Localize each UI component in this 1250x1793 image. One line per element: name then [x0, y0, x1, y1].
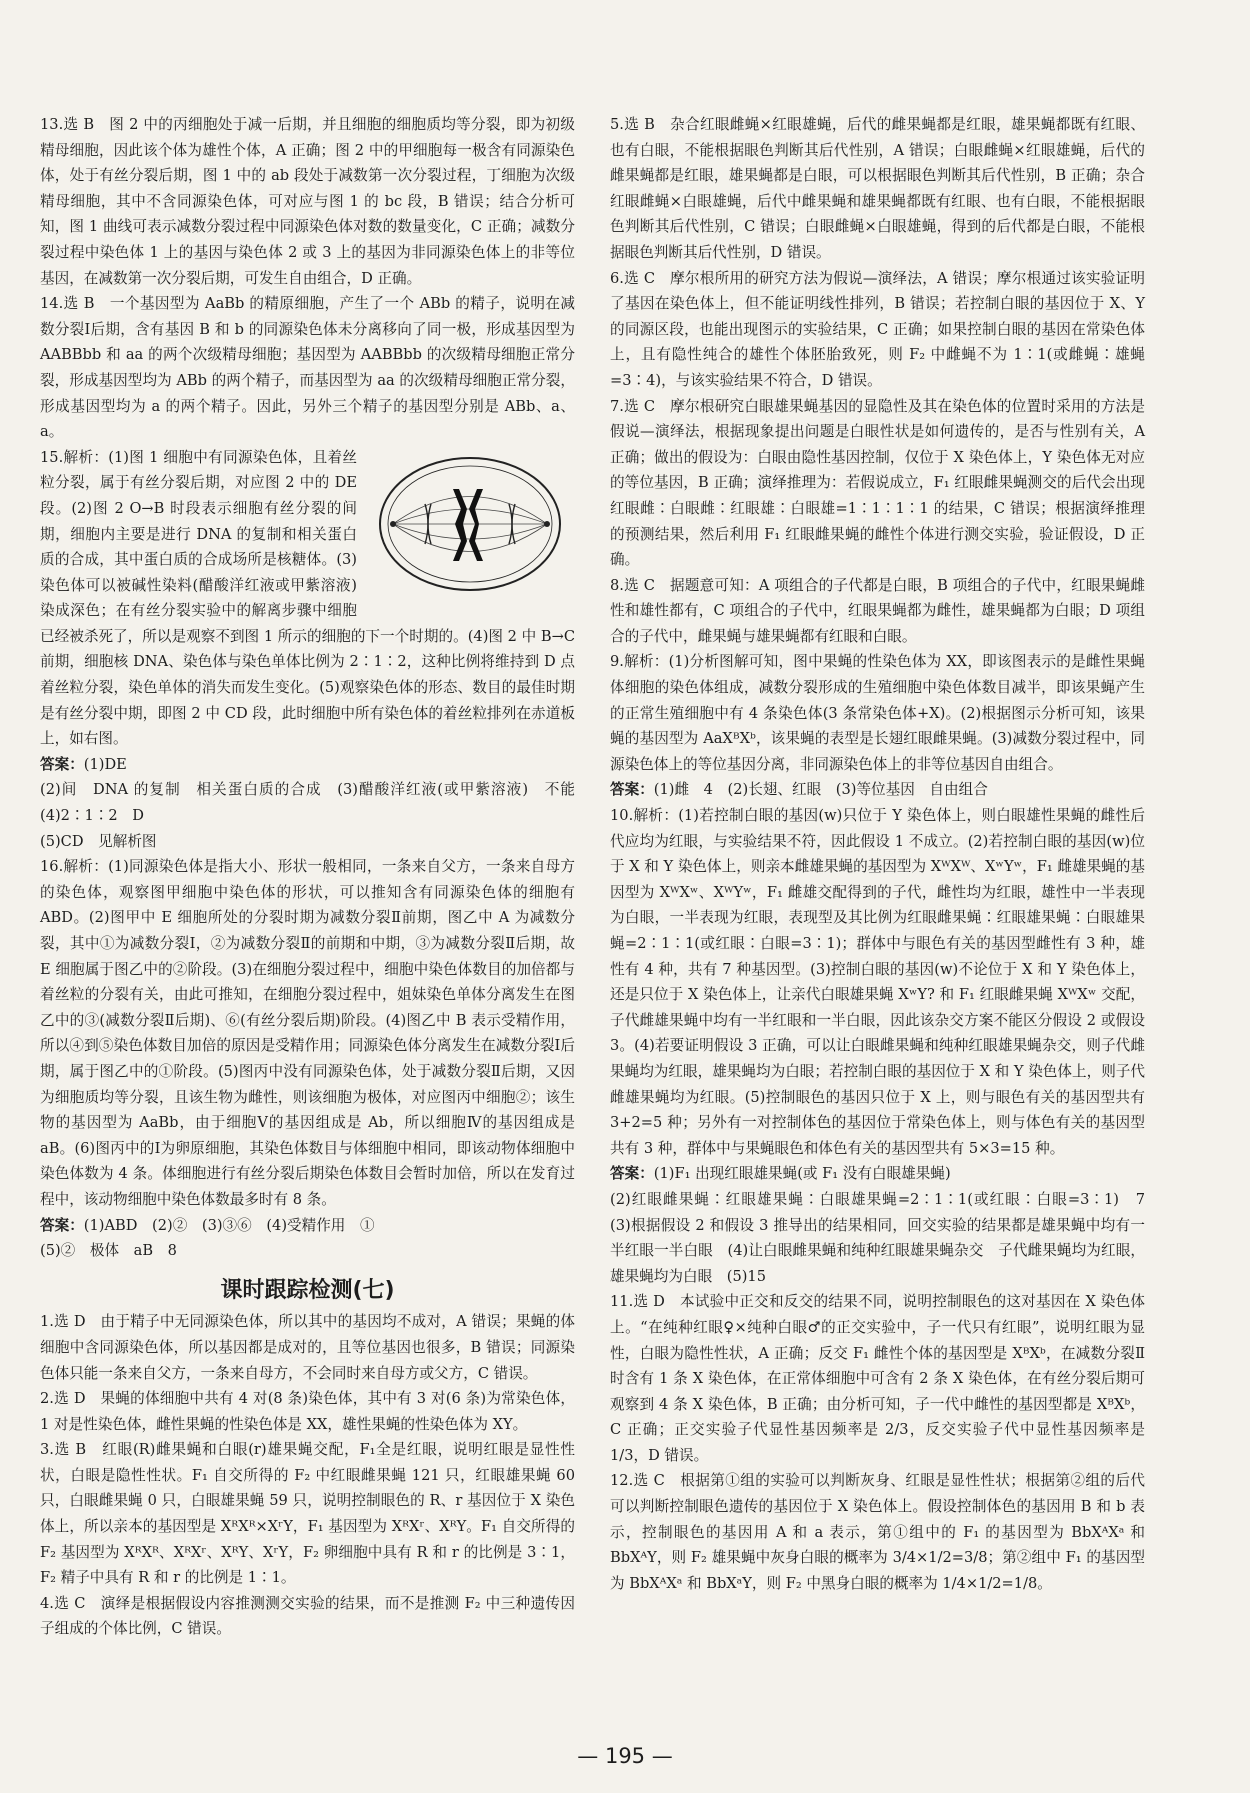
answer-q15-key-2: (2)间 DNA 的复制 相关蛋白质的合成 (3)醋酸洋红液(或甲紫溶液) 不能 (4)2∶1∶2 D	[40, 781, 590, 825]
answer-s10-key-2: (2)红眼雌果蝇∶红眼雄果蝇∶白眼雄果蝇=2∶1∶1(或红眼∶白眼=3∶1) 7 (3)根据假设 2 和假设 3 推导出的结果相同，回交实验的结果都是雄果蝇中均有一半红眼一半白眼 (4)让白眼雌果蝇和纯种红眼雄果蝇杂交 子代雌果蝇均为红眼，雄果蝇均为白眼 (5)15	[610, 1190, 1160, 1285]
answer-s11: 11.选 D 本试验中正交和反交的结果不同，说明控制眼色的这对基因在 X 染色体上。“在纯种红眼♀×纯种白眼♂的正交实验中，子一代只有红眼”，说明红眼为显性，白眼为隐性性状，A 正确；反交 F₁ 雌性个体的基因型是 XᴮXᵇ，在减数分裂Ⅱ时含有 1 条 X 染色体，在正常体细胞中可含有 2 条 X 染色体，在有丝分裂后期可观察到 4 条 X 染色体，B 正确；由分析可知，子一代中雌性的基因型都是 XᴮXᵇ，C 正确；正交实验子代显性基因频率是 2/3，反交实验子代中显性基因频率是 1/3，D 错误。	[610, 1293, 1145, 1464]
answer-s7: 7.选 C 摩尔根研究白眼雄果蝇基因的显隐性及其在染色体的位置时采用的方法是假说—演绎法，根据现象提出问题是白眼性状是如何遗传的，是否与性别有关，A 正确；做出的假设为：白眼由隐性基因控制，仅位于 X 染色体上，Y 染色体无对应的等位基因，B 正确；演绎推理为：若假说成立，F₁ 红眼雌果蝇测交的后代会出现红眼雌∶白眼雌∶红眼雄∶白眼雄=1∶1∶1∶1 的结果，C 错误；根据演绎推理的预测结果，然后利用 F₁ 红眼雌果蝇的雌性个体进行测交实验，验证假设，D 正确。	[610, 397, 1145, 569]
answer-q16-key-1: (1)ABD (2)② (3)③⑥ (4)受精作用 ①	[83, 1216, 375, 1234]
answer-s9-key	[610, 777, 1145, 803]
answer-q15-key	[40, 752, 575, 778]
right-column	[610, 112, 1160, 1596]
section-title: 课时跟踪检测(七)	[220, 1277, 395, 1303]
answer-s10-key-1: (1)F₁ 出现红眼雄果蝇(或 F₁ 没有白眼雄果蝇)	[653, 1165, 951, 1183]
answer-s9-analysis: 9.解析：(1)分析图解可知，图中果蝇的性染色体为 XX，即该图表示的是雌性果蝇体细胞的染色体组成，减数分裂形成的生殖细胞中染色体数目减半，即该果蝇产生的正常生殖细胞中有 4 条染色体(3 条常染色体+X)。(2)根据图示分析可知，该果蝇的基因型为 AaXᴮXᵇ，该果蝇的表型是长翅红眼雌果蝇。(3)减数分裂过程中，同源染色体上的等位基因分离，非同源染色体上的非等位基因自由组合。	[610, 653, 1145, 773]
answer-s10-key	[610, 1161, 1145, 1187]
answer-s4: 4.选 C 演绎是根据假设内容推测测交实验的结果，而不是推测 F₂ 中三种遗传因子组成的个体比例，C 错误。	[40, 1594, 575, 1638]
left-column	[40, 112, 590, 1642]
answer-s8: 8.选 C 据题意可知：A 项组合的子代都是白眼，B 项组合的子代中，红眼果蝇雌性和雄性都有，C 项组合的子代中，红眼果蝇都为雌性，雄果蝇都为白眼；D 项组合的子代中，雌果蝇与雄果蝇都有红眼和白眼。	[610, 576, 1145, 645]
answer-q15-key-3: (5)CD 见解析图	[40, 832, 157, 850]
answer-label: 答案：	[610, 781, 654, 799]
answer-s5: 5.选 B 杂合红眼雌蝇×红眼雄蝇，后代的雌果蝇都是红眼，雄果蝇都既有红眼、也有白眼，不能根据眼色判断其后代性别，A 错误；白眼雌蝇×红眼雄蝇，后代的雌果蝇都是红眼，雄果蝇都是白眼，可以根据眼色判断其后代性别，B 正确；杂合红眼雌蝇×白眼雄蝇，后代中雌果蝇和雄果蝇都既有红眼、也有白眼，不能根据眼色判断其后代性别，C 错误；白眼雌蝇×白眼雄蝇，得到的后代都是白眼，不能根据眼色判断其后代性别，D 错误。	[610, 116, 1145, 261]
answer-q13: 13.选 B 图 2 中的丙细胞处于减一后期，并且细胞的细胞质均等分裂，即为初级精母细胞，因此该个体为雄性个体，A 正确；图 2 中的甲细胞每一极含有同源染色体，处于有丝分裂后期，图 1 中的 ab 段处于减数第一次分裂过程，丁细胞为次级精母细胞，其中不含同源染色体，可对应与图 1 的 bc 段，B 错误；结合分析可知，图 1 曲线可表示减数分裂过程中同源染色体对数的数量变化，C 正确；减数分裂过程中染色体 1 上的基因与染色体 2 或 3 上的基因为非同源染色体上的非等位基因，在减数第一次分裂后期，可发生自由组合，D 正确。	[40, 116, 575, 287]
answer-label: 答案：	[610, 1165, 654, 1183]
answer-s9-key-text: (1)雌 4 (2)长翅、红眼 (3)等位基因 自由组合	[653, 781, 988, 799]
answer-q16-analysis: 16.解析：(1)同源染色体是指大小、形状一般相同，一条来自父方，一条来自母方的染色体，观察图甲细胞中染色体的形状，可以推知含有同源染色体的细胞有 ABD。(2)图甲中 E 细胞所处的分裂时期为减数分裂Ⅱ前期，图乙中 A 为减数分裂，其中①为减数分裂Ⅰ，②为减数分裂Ⅱ的前期和中期，③为减数分裂Ⅱ后期，故 E 细胞属于图乙中的②阶段。(3)在细胞分裂过程中，细胞中染色体数目的加倍都与着丝粒的分裂有关，由此可推知，在细胞分裂过程中，姐妹染色单体分离发生在图乙中的③(减数分裂Ⅱ后期)、⑥(有丝分裂后期)阶段。(4)图乙中 B 表示受精作用，所以④到⑤染色体数目加倍的原因是受精作用；同源染色体分离发生在减数分裂Ⅰ后期，属于图乙中的①阶段。(5)图丙中没有同源染色体，处于减数分裂Ⅱ后期，又因为细胞质均等分裂，且该生物为雌性，则该细胞为极体，对应图丙中细胞②；该生物的基因型为 AaBb，由于细胞Ⅴ的基因组成是 Ab，所以细胞Ⅳ的基因组成是 aB。(6)图丙中的Ⅰ为卵原细胞，其染色体数目与体细胞中相同，即该动物体细胞中染色体数为 4 条。体细胞进行有丝分裂后期染色体数目会暂时加倍，所以在发育过程中，该动物细胞中染色体数最多时有 8 条。	[40, 858, 575, 1208]
page-number: — 195 —	[577, 1744, 673, 1768]
answer-q16-key-2: (5)② 极体 aB 8	[40, 1242, 177, 1260]
answer-label: 答案：	[40, 1216, 84, 1234]
cell-division-diagram-icon	[365, 449, 575, 599]
answer-s10-analysis: 10.解析：(1)若控制白眼的基因(w)只位于 Y 染色体上，则白眼雄性果蝇的雌性后代应均为红眼，与实验结果不符，因此假设 1 不成立。(2)若控制白眼的基因(w)位于 X 和 Y 染色体上，则亲本雌雄果蝇的基因型为 XᵂXᵂ、XʷYʷ，F₁ 雌雄果蝇的基因型为 XᵂXʷ、XᵂYʷ，F₁ 雌雄交配得到的子代，雌性均为红眼，雄性中一半表现为白眼，一半表现为红眼，表现型及其比例为红眼雌果蝇∶红眼雄果蝇∶白眼雄果蝇=2∶1∶1(或红眼∶白眼=3∶1)；群体中与眼色有关的基因型雌性有 3 种，雄性有 4 种，共有 7 种基因型。(3)控制白眼的基因(w)不论位于 X 和 Y 染色体上，还是只位于 X 染色体上，让亲代白眼雄果蝇 XʷY? 和 F₁ 红眼雌果蝇 XᵂXʷ 交配，子代雌雄果蝇中均有一半红眼和一半白眼，因此该杂交方案不能区分假设 2 或假设 3。(4)若要证明假设 3 正确，可以让白眼雌果蝇和纯种红眼雄果蝇杂交，则子代雌果蝇均为红眼，雄果蝇均为白眼；若控制白眼的基因位于 X 和 Y 染色体上，则子代雌雄果蝇均为红眼。(5)控制眼色的基因只位于 X 上，则与眼色有关的基因型共有 3+2=5 种；另外有一对控制体色的基因位于常染色体上，则与体色有关的基因型共有 3 种，群体中与果蝇眼色和体色有关的基因型共有 5×3=15 种。	[610, 807, 1145, 1157]
answer-s2: 2.选 D 果蝇的体细胞中共有 4 对(8 条)染色体，其中有 3 对(6 条)为常染色体，1 对是性染色体，雌性果蝇的性染色体是 XX，雄性果蝇的性染色体为 XY。	[40, 1390, 575, 1433]
answer-s3: 3.选 B 红眼(R)雌果蝇和白眼(r)雄果蝇交配，F₁全是红眼，说明红眼是显性性状，白眼是隐性性状。F₁ 自交所得的 F₂ 中红眼雌果蝇 121 只，红眼雄果蝇 60 只，白眼雌果蝇 0 只，白眼雄果蝇 59 只，说明控制眼色的 R、r 基因位于 X 染色体上，所以亲本的基因型是 XᴿXᴿ×XʳY，F₁ 基因型为 XᴿXʳ、XᴿY。F₁ 自交所得的 F₂ 基因型为 XᴿXᴿ、XᴿXʳ、XᴿY、XʳY，F₂ 卵细胞中具有 R 和 r 的比例是 3∶1，F₂ 精子中具有 R 和 r 的比例是 1∶1。	[40, 1441, 575, 1587]
answer-q15-analysis: 15.解析：(1)图 1 细胞中有同源染色体，且着丝粒分裂，属于有丝分裂后期，对应图 2 中的 DE 段。(2)图 2 O→B 时段表示细胞有丝分裂的间期，细胞内主要是进行 DNA 的复制和相关蛋白质的合成，其中蛋白质的合成场所是核糖体。(3)染色体可以被碱性染料(醋酸洋红液或甲紫溶液)染成深色；在有丝分裂实验中的解离步骤中细胞已经被杀死了，所以是观察不到图 1 所示的细胞的下一个时期的。(4)图 2 中 B→C 前期，细胞核 DNA、染色体与染色单体比例为 2∶1∶2，这种比例将维持到 D 点着丝粒分裂，染色单体的消失而发生变化。(5)观察染色体的形态、数目的最佳时期是有丝分裂中期，即图 2 中 CD 段，此时细胞中所有染色体的着丝粒排列在赤道板上，如右图。	[40, 448, 575, 748]
answer-s1: 1.选 D 由于精子中无同源染色体，所以其中的基因均不成对，A 错误；果蝇的体细胞中含同源染色体，所以基因都是成对的，且等位基因也很多，B 错误；同源染色体只能一条来自父方，一条来自母方，不会同时来自母方或父方，C 错误。	[40, 1313, 575, 1382]
answer-s6: 6.选 C 摩尔根所用的研究方法为假说—演绎法，A 错误；摩尔根通过该实验证明了基因在染色体上，但不能证明线性排列，B 错误；若控制白眼的基因位于 X、Y 的同源区段，也能出现图示的实验结果，C 正确；如果控制白眼的基因在常染色体上，且有隐性纯合的雄性个体胚胎致死，则 F₂ 中雌蝇不为 1∶1(或雌蝇∶雄蝇=3∶4)，与该实验结果不符合，D 错误。	[610, 269, 1145, 389]
answer-q16-key	[40, 1213, 575, 1239]
answer-label: 答案：	[40, 755, 84, 773]
answer-q14: 14.选 B 一个基因型为 AaBb 的精原细胞，产生了一个 ABb 的精子，说明在减数分裂Ⅰ后期，含有基因 B 和 b 的同源染色体未分离移向了同一极，形成基因型为 AABBbb 和 aa 的两个次级精母细胞；基因型为 AABBbb 的次级精母细胞正常分裂，形成基因型均为 ABb 的两个精子，而基因型为 aa 的次级精母细胞正常分裂，形成基因型均为 a 的两个精子。因此，另外三个精子的基因型分别是 ABb、a、a。	[40, 295, 575, 441]
answer-s12: 12.选 C 根据第①组的实验可以判断灰身、红眼是显性性状；根据第②组的后代可以判断控制眼色遗传的基因位于 X 染色体上。假设控制体色的基因用 B 和 b 表示，控制眼色的基因用 A 和 a 表示，第①组中的 F₁ 的基因型为 BbXᴬXᵃ 和 BbXᴬY，则 F₂ 雄果蝇中灰身白眼的概率为 3/4×1/2=3/8；第②组中 F₁ 的基因型为 BbXᴬXᵃ 和 BbXᵃY，则 F₂ 中黑身白眼的概率为 1/4×1/2=1/8。	[610, 1472, 1145, 1592]
answer-q15-key-1: (1)DE	[83, 755, 127, 773]
